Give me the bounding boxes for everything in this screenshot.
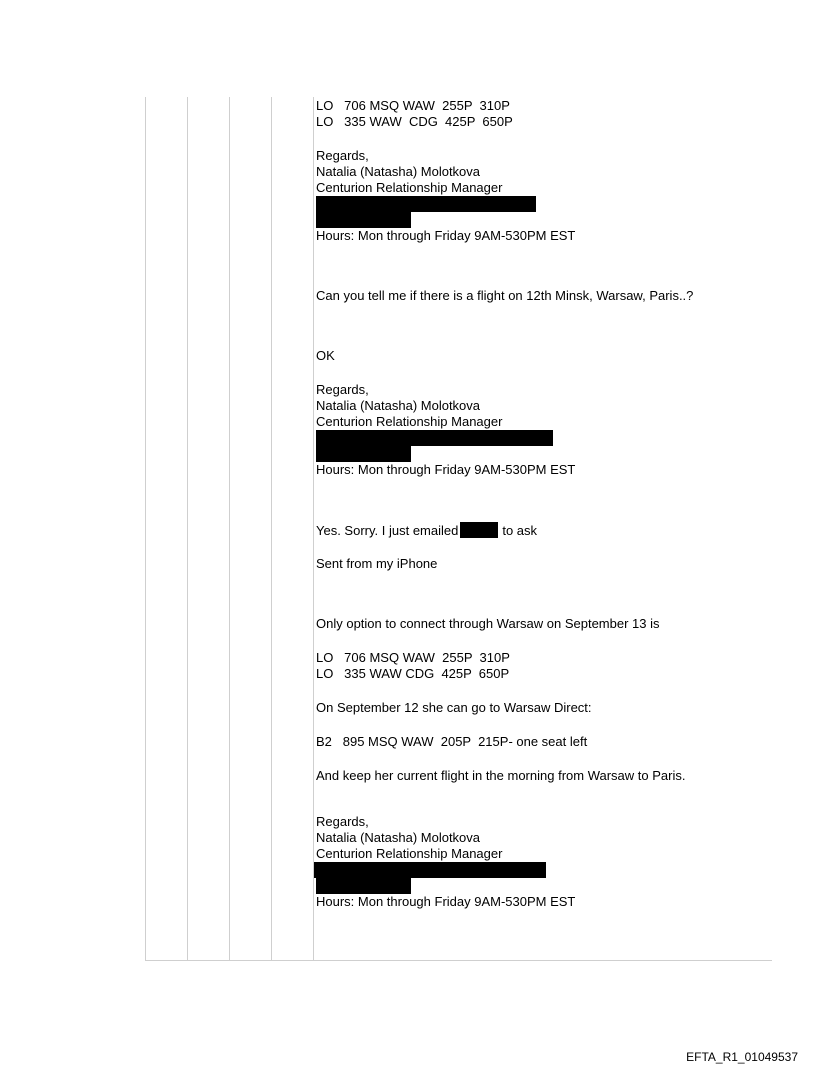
flight-line: LO 335 WAW CDG 425P 650P (316, 114, 513, 129)
signature-regards: Regards, (316, 814, 369, 829)
signature-hours: Hours: Mon through Friday 9AM-530PM EST (316, 228, 576, 243)
redaction-bar (316, 196, 536, 212)
signature-hours: Hours: Mon through Friday 9AM-530PM EST (316, 462, 576, 477)
redaction-bar (460, 522, 498, 538)
signature-name: Natalia (Natasha) Molotkova (316, 398, 481, 413)
redaction-bar (314, 862, 546, 878)
thread-indent-line (229, 97, 230, 961)
flight-line: LO 335 WAW CDG 425P 650P (316, 666, 510, 681)
signature-title: Centurion Relationship Manager (316, 846, 503, 861)
flight-line: LO 706 MSQ WAW 255P 310P (316, 98, 510, 113)
thread-bottom-line (145, 960, 772, 961)
thread-indent-line (271, 97, 272, 961)
thread-indent-line (187, 97, 188, 961)
email-thread-body (316, 98, 776, 910)
question-text: Can you tell me if there is a flight on 12th Minsk, Warsaw, Paris..? (316, 288, 694, 303)
signature-title: Centurion Relationship Manager (316, 414, 503, 429)
signature-regards: Regards, (316, 148, 369, 163)
flight-line: LO 706 MSQ WAW 255P 310P (316, 650, 510, 665)
redaction-bar (316, 446, 411, 462)
signature-title: Centurion Relationship Manager (316, 180, 503, 195)
document-id-footer: EFTA_R1_01049537 (686, 1050, 798, 1064)
thread-indent-line (313, 97, 314, 961)
redaction-bar (316, 430, 553, 446)
keep-flight-text: And keep her current flight in the morning from Warsaw to Paris. (316, 768, 686, 783)
reply-text (316, 522, 776, 538)
thread-indent-line (145, 97, 146, 961)
reply-text-after: to ask (502, 523, 538, 538)
option-intro: Only option to connect through Warsaw on September 13 is (316, 616, 660, 631)
signature-hours: Hours: Mon through Friday 9AM-530PM EST (316, 894, 576, 909)
signature-name: Natalia (Natasha) Molotkova (316, 830, 481, 845)
signature-name: Natalia (Natasha) Molotkova (316, 164, 481, 179)
ok-text: OK (316, 348, 335, 363)
sent-from-text: Sent from my iPhone (316, 556, 438, 571)
direct-intro: On September 12 she can go to Warsaw Direct: (316, 700, 592, 715)
redaction-bar (316, 878, 411, 894)
redaction-bar (316, 212, 411, 228)
reply-text-before: Yes. Sorry. I just emailed (316, 523, 459, 538)
signature-regards: Regards, (316, 382, 369, 397)
direct-flight-line: B2 895 MSQ WAW 205P 215P- one seat left (316, 734, 588, 749)
